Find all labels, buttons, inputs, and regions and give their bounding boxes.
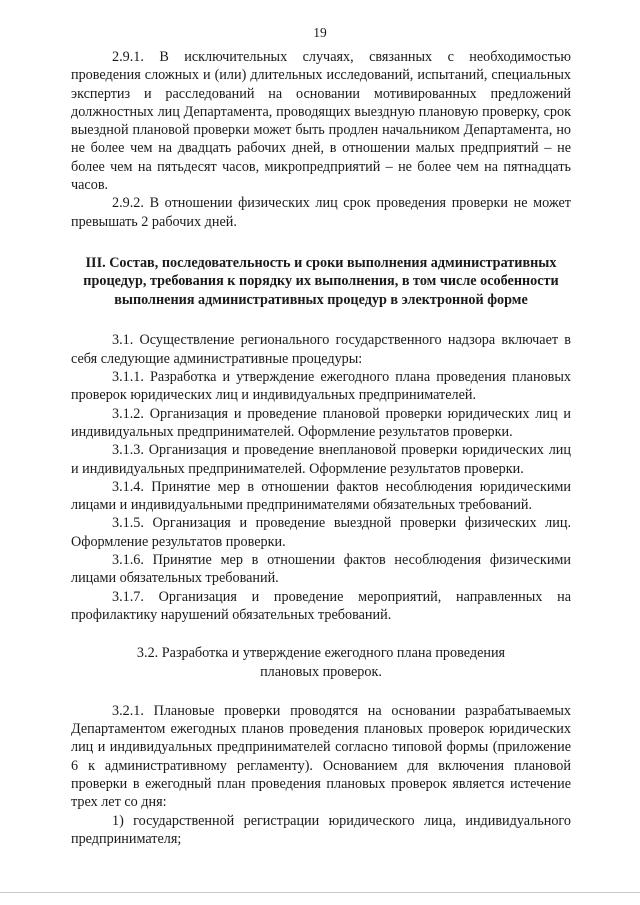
page-number: 19 <box>313 25 327 40</box>
paragraph-3-1-5: 3.1.5. Организация и проведение выездной проверки физических лиц. Оформление результатов проверки. <box>71 515 571 550</box>
paragraph-2-9-2: 2.9.2. В отношении физических лиц срок проведения проверки не может превышать 2 рабочих дней. <box>71 195 571 230</box>
section-title: III. Состав, последовательность и сроки выполнения административных процедур, требования к порядку их выполнения, в том числе особенности выполнения административных процедур в электронной форме <box>83 254 559 308</box>
paragraph-3-1-1: 3.1.1. Разработка и утверждение ежегодного плана проведения плановых проверок юридических лиц и индивидуальных предпринимателей. <box>71 369 571 404</box>
paragraph-3-2-1: 3.2.1. Плановые проверки проводятся на основании разрабатываемых Департаментом ежегодных планов проведения плановых проверок юридических лиц и индивидуальных предпринимателей согласно типовой формы (приложение 6 к административному регламенту). Основанием для включения плановой проверки в ежегодный план проведения плановых проверок является истечение трех лет со дня: <box>71 702 571 811</box>
paragraph-3-1: 3.1. Осуществление регионального государственного надзора включает в себя следующие административные процедуры: <box>71 332 571 367</box>
paragraph-3-1-6: 3.1.6. Принятие мер в отношении фактов несоблюдения физическими лицами обязательных требований. <box>71 552 571 587</box>
paragraph-list-item-1: 1) государственной регистрации юридического лица, индивидуального предпринимателя; <box>71 812 571 847</box>
paragraph-2-9-1: 2.9.1. В исключительных случаях, связанных с необходимостью проведения сложных и (или) длительных исследований, испытаний, специальных экспертиз и расследований на основании мотивированных предложений должностных лиц Департамента, проводящих выездную плановую проверку, срок выездной плановой проверки может быть продлен начальником Департамента, но не более чем на двадцать рабочих дней, в отношении малых предприятий – не более чем на пятьдесят часов, микропредприятий – не более чем на пятнадцать часов. <box>71 49 571 194</box>
document-body <box>71 48 571 848</box>
paragraph-3-1-4: 3.1.4. Принятие мер в отношении фактов несоблюдения юридическими лицами и индивидуальными предпринимателями обязательных требований. <box>71 478 571 514</box>
paragraph-3-1-7: 3.1.7. Организация и проведение мероприятий, направленных на профилактику нарушений обязательных требований. <box>71 588 571 623</box>
paragraph-3-1-3: 3.1.3. Организация и проведение внеплановой проверки юридических лиц и индивидуальных предпринимателей. Оформление результатов проверки. <box>71 442 571 477</box>
subsection-title: 3.2. Разработка и утверждение ежегодного плана проведения плановых проверок. <box>136 645 506 680</box>
paragraph-3-1-2: 3.1.2. Организация и проведение плановой проверки юридических лиц и индивидуальных предпринимателей. Оформление результатов проверки. <box>71 405 571 440</box>
page-bottom-rule <box>0 892 640 893</box>
